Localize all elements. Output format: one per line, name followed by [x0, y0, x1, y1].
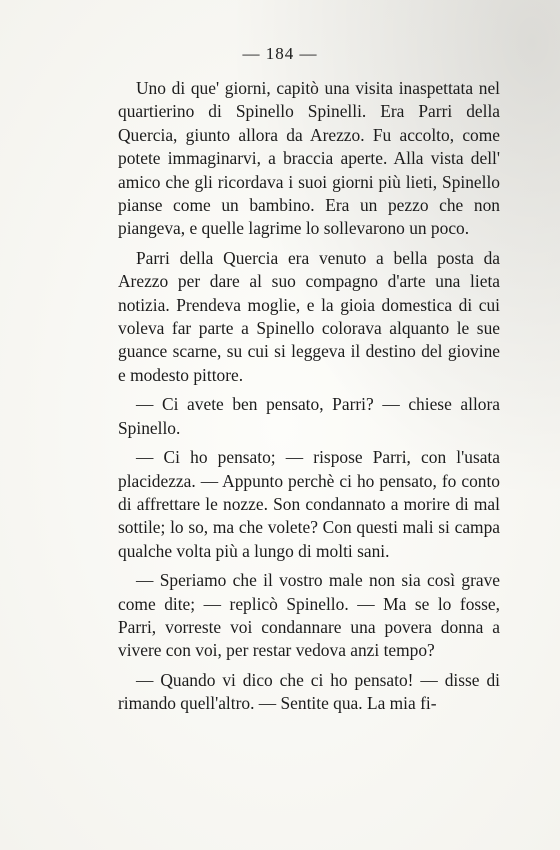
paragraph: Parri della Quercia era venuto a bella posta da Arezzo per dare al suo compagno d'arte una lieta notizia. Prendeva moglie, e la gioia domestica di cui voleva far parte a Spinello colorava alquanto le sue guance scarne, su cui si leggeva il destino del giovine e modesto pittore. [118, 247, 500, 385]
paragraph: — Ci ho pensato; — rispose Parri, con l'usata placidezza. — Appunto perchè ci ho pensato, fo conto di affrettare le nozze. Son condannato a morire di mal sottile; lo so, ma che volete? Con questi mali si campa qualche volta più a lungo di molti sani. [118, 447, 500, 561]
paragraph: — Ci avete ben pensato, Parri? — chiese allora Spinello. [118, 394, 500, 438]
paragraph: — Quando vi dico che ci ho pensato! — disse di rimando quell'altro. — Sentite qua. La mia fi- [118, 669, 500, 714]
paragraph: Uno di que' giorni, capitò una visita inaspettata nel quartierino di Spinello Spinelli. Era Parri della Quercia, giunto allora da Arezzo. Fu accolto, come potete immaginarvi, a braccia aperte. Alla vista dell' amico che gli ricordava i suoi giorni più lieti, Spinello pianse come un bambino. Era un pezzo che non piangeva, e quelle lagrime lo sollevarono un poco. [118, 78, 500, 239]
body-text [118, 77, 500, 722]
page-number: — 184 — [242, 44, 318, 63]
paragraph: — Speriamo che il vostro male non sia così grave come dite; — replicò Spinello. — Ma se lo fosse, Parri, vorreste voi condannare una povera donna a vivere con voi, per restar vedova anzi tempo? [118, 570, 500, 661]
